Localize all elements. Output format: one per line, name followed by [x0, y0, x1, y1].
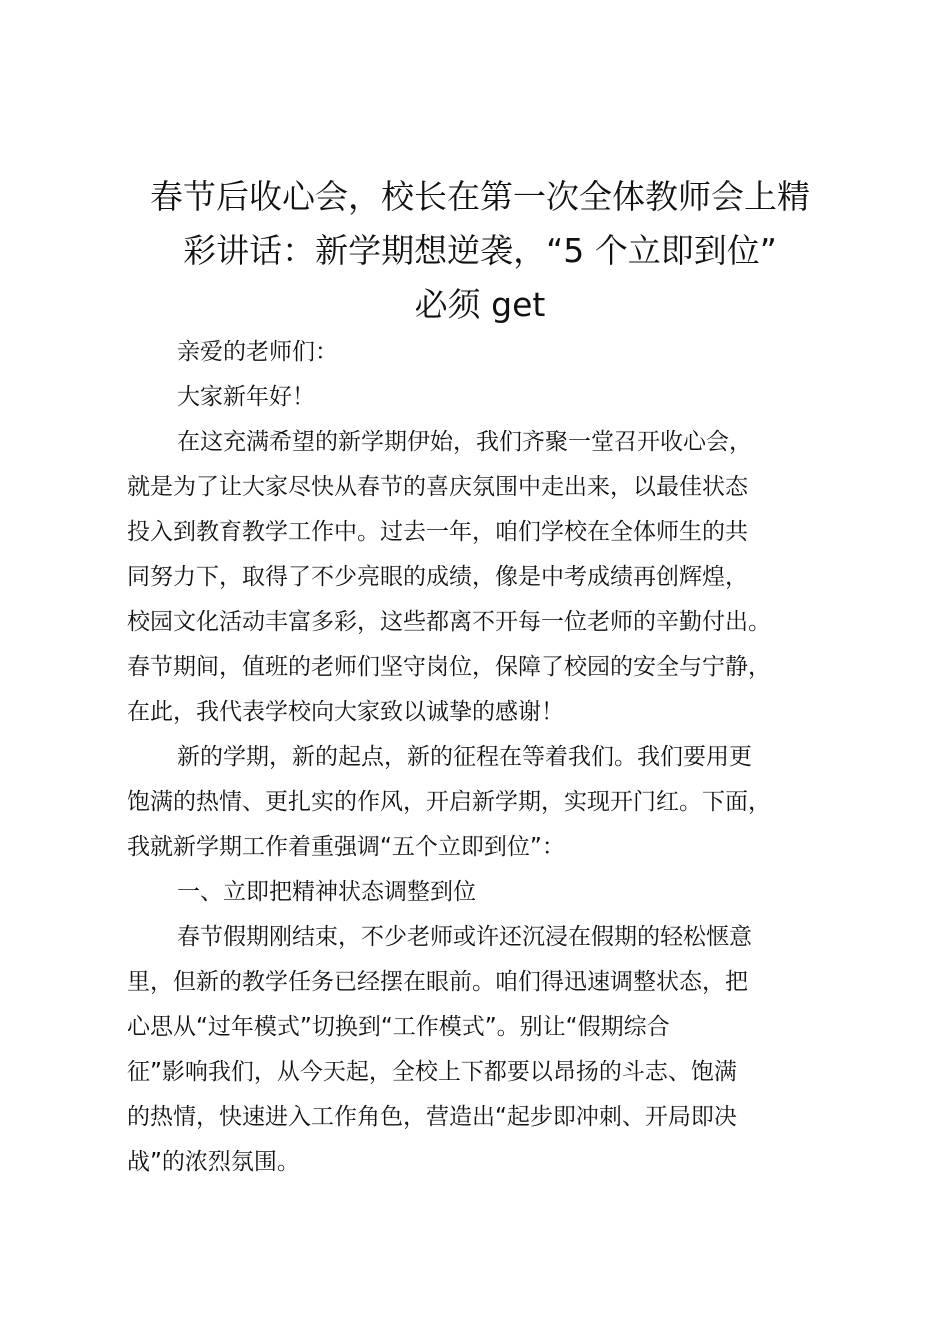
greeting: 大家新年好！: [177, 384, 315, 410]
paragraph-line: 春节期间，值班的老师们坚守岗位，保障了校园的安全与宁静，: [127, 654, 771, 680]
paragraph-line: 新的学期，新的起点，新的征程在等着我们。我们要用更: [177, 744, 752, 770]
title-line: 必须 get: [414, 285, 546, 324]
paragraph-line: 征”影响我们，从今天起，全校上下都要以昂扬的斗志、饱满: [127, 1059, 737, 1085]
paragraph-line: 就是为了让大家尽快从春节的喜庆氛围中走出来，以最佳状态: [127, 474, 748, 500]
paragraph-line: 的热情，快速进入工作角色，营造出“起步即冲刺、开局即决: [127, 1104, 737, 1130]
paragraph-line: 投入到教育教学工作中。过去一年，咱们学校在全体师生的共: [127, 519, 748, 545]
document-body: [127, 330, 857, 1185]
paragraph-line: 里，但新的教学任务已经摆在眼前。咱们得迅速调整状态，把: [127, 969, 748, 995]
paragraph-line: 在此，我代表学校向大家致以诚挚的感谢！: [127, 699, 564, 725]
paragraph-line: 在这充满希望的新学期伊始，我们齐聚一堂召开收心会，: [177, 429, 752, 455]
section-heading: 一、立即把精神状态调整到位: [177, 879, 476, 905]
paragraph-line: 同努力下，取得了不少亮眼的成绩，像是中考成绩再创辉煌，: [127, 564, 748, 590]
paragraph-line: 战”的浓烈氛围。: [127, 1149, 300, 1175]
paragraph-line: 我就新学期工作着重强调“五个立即到位”：: [127, 834, 565, 860]
salutation: 亲爱的老师们：: [177, 339, 338, 365]
document-title: [110, 170, 850, 332]
title-line: 彩讲话：新学期想逆袭，“5 个立即到位”: [183, 231, 777, 270]
paragraph-line: 饱满的热情、更扎实的作风，开启新学期，实现开门红。下面，: [127, 789, 771, 815]
paragraph-line: 春节假期刚结束，不少老师或许还沉浸在假期的轻松惬意: [177, 924, 752, 950]
paragraph-line: 校园文化活动丰富多彩，这些都离不开每一位老师的辛勤付出。: [127, 609, 771, 635]
title-line: 春节后收心会，校长在第一次全体教师会上精: [150, 177, 810, 216]
paragraph-line: 心思从“过年模式”切换到“工作模式”。别让“假期综合: [127, 1014, 670, 1040]
